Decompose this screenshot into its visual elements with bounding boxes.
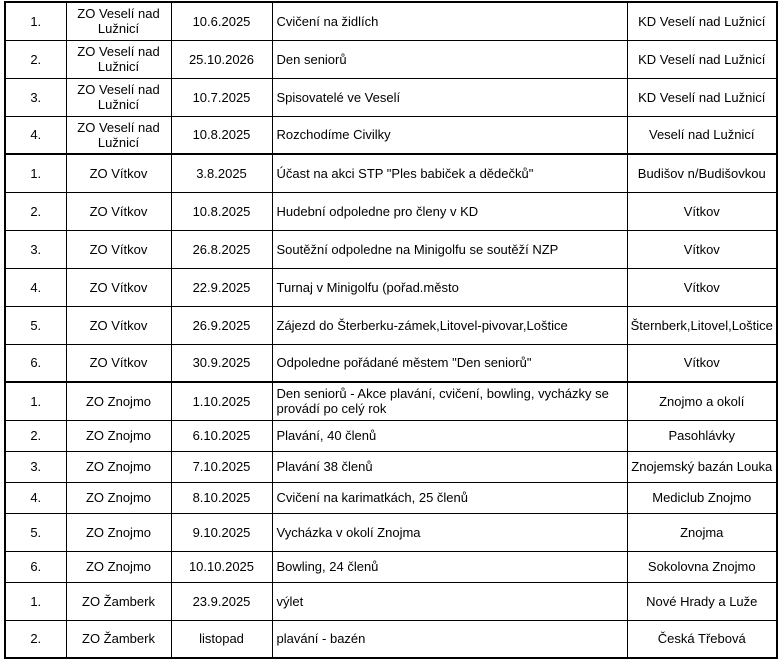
table-row	[5, 40, 777, 78]
row-number: 1.	[5, 382, 66, 420]
table-row	[5, 482, 777, 513]
organization-cell: ZO Znojmo	[66, 513, 171, 551]
row-number: 1.	[5, 154, 66, 192]
date-cell: 30.9.2025	[171, 344, 272, 382]
table-row	[5, 230, 777, 268]
place-cell: Pasohlávky	[627, 420, 777, 451]
table-row	[5, 620, 777, 658]
event-cell: Rozchodíme Civilky	[272, 116, 627, 154]
date-cell: 10.10.2025	[171, 551, 272, 582]
date-cell: 26.9.2025	[171, 306, 272, 344]
date-cell: 10.8.2025	[171, 116, 272, 154]
event-cell: Den seniorů - Akce plavání, cvičení, bowling, vycházky se provádí po celý rok	[272, 382, 627, 420]
table-row	[5, 451, 777, 482]
place-cell: Budišov n/Budišovkou	[627, 154, 777, 192]
row-number: 6.	[5, 344, 66, 382]
place-cell: Veselí nad Lužnicí	[627, 116, 777, 154]
row-number: 4.	[5, 482, 66, 513]
table-row	[5, 582, 777, 620]
date-cell: 10.6.2025	[171, 2, 272, 40]
row-number: 3.	[5, 230, 66, 268]
organization-cell: ZO Veselí nad Lužnicí	[66, 78, 171, 116]
table-row	[5, 382, 777, 420]
row-number: 6.	[5, 551, 66, 582]
place-cell: Sokolovna Znojmo	[627, 551, 777, 582]
place-cell: Mediclub Znojmo	[627, 482, 777, 513]
table-row	[5, 420, 777, 451]
event-cell: Odpoledne pořádané městem "Den seniorů"	[272, 344, 627, 382]
place-cell: Vítkov	[627, 344, 777, 382]
table-row	[5, 78, 777, 116]
place-cell: Vítkov	[627, 268, 777, 306]
table-row	[5, 116, 777, 154]
organization-cell: ZO Znojmo	[66, 420, 171, 451]
event-cell: Den seniorů	[272, 40, 627, 78]
table-row	[5, 2, 777, 40]
event-cell: Cvičení na židlích	[272, 2, 627, 40]
row-number: 5.	[5, 306, 66, 344]
table-row	[5, 513, 777, 551]
place-cell: Znojma	[627, 513, 777, 551]
row-number: 1.	[5, 2, 66, 40]
date-cell: 22.9.2025	[171, 268, 272, 306]
table-row	[5, 344, 777, 382]
table-row	[5, 192, 777, 230]
organization-cell: ZO Žamberk	[66, 582, 171, 620]
row-number: 2.	[5, 620, 66, 658]
date-cell: 26.8.2025	[171, 230, 272, 268]
organization-cell: ZO Vítkov	[66, 230, 171, 268]
organization-cell: ZO Vítkov	[66, 192, 171, 230]
date-cell: 10.7.2025	[171, 78, 272, 116]
date-cell: listopad	[171, 620, 272, 658]
event-cell: Vycházka v okolí Znojma	[272, 513, 627, 551]
event-cell: Hudební odpoledne pro členy v KD	[272, 192, 627, 230]
table-row	[5, 154, 777, 192]
place-cell: Nové Hrady a Luže	[627, 582, 777, 620]
organization-cell: ZO Znojmo	[66, 482, 171, 513]
place-cell: KD Veselí nad Lužnicí	[627, 40, 777, 78]
row-number: 1.	[5, 582, 66, 620]
event-cell: Turnaj v Minigolfu (pořad.město	[272, 268, 627, 306]
place-cell: KD Veselí nad Lužnicí	[627, 78, 777, 116]
event-cell: výlet	[272, 582, 627, 620]
row-number: 4.	[5, 116, 66, 154]
organization-cell: ZO Veselí nad Lužnicí	[66, 40, 171, 78]
place-cell: Znojmo a okolí	[627, 382, 777, 420]
organization-cell: ZO Žamberk	[66, 620, 171, 658]
event-cell: Plavání, 40 členů	[272, 420, 627, 451]
table-row	[5, 306, 777, 344]
row-number: 3.	[5, 451, 66, 482]
events-table	[4, 1, 778, 659]
date-cell: 3.8.2025	[171, 154, 272, 192]
place-cell: KD Veselí nad Lužnicí	[627, 2, 777, 40]
place-cell: Vítkov	[627, 230, 777, 268]
event-cell: Zájezd do Šterberku-zámek,Litovel-pivovar,Loštice	[272, 306, 627, 344]
organization-cell: ZO Veselí nad Lužnicí	[66, 2, 171, 40]
organization-cell: ZO Vítkov	[66, 306, 171, 344]
place-cell: Vítkov	[627, 192, 777, 230]
event-cell: plavání - bazén	[272, 620, 627, 658]
row-number: 2.	[5, 40, 66, 78]
row-number: 2.	[5, 420, 66, 451]
organization-cell: ZO Vítkov	[66, 268, 171, 306]
row-number: 3.	[5, 78, 66, 116]
event-cell: Bowling, 24 členů	[272, 551, 627, 582]
date-cell: 25.10.2026	[171, 40, 272, 78]
table-row	[5, 268, 777, 306]
date-cell: 7.10.2025	[171, 451, 272, 482]
organization-cell: ZO Znojmo	[66, 382, 171, 420]
event-cell: Plavání 38 členů	[272, 451, 627, 482]
date-cell: 8.10.2025	[171, 482, 272, 513]
event-cell: Soutěžní odpoledne na Minigolfu se soutěží NZP	[272, 230, 627, 268]
row-number: 2.	[5, 192, 66, 230]
event-cell: Účast na akci STP "Ples babiček a dědečků"	[272, 154, 627, 192]
organization-cell: ZO Vítkov	[66, 154, 171, 192]
date-cell: 6.10.2025	[171, 420, 272, 451]
organization-cell: ZO Vítkov	[66, 344, 171, 382]
event-cell: Spisovatelé ve Veselí	[272, 78, 627, 116]
place-cell: Česká Třebová	[627, 620, 777, 658]
organization-cell: ZO Znojmo	[66, 451, 171, 482]
place-cell: Šternberk,Litovel,Loštice	[627, 306, 777, 344]
organization-cell: ZO Znojmo	[66, 551, 171, 582]
event-cell: Cvičení na karimatkách, 25 členů	[272, 482, 627, 513]
date-cell: 23.9.2025	[171, 582, 272, 620]
table-row	[5, 551, 777, 582]
date-cell: 9.10.2025	[171, 513, 272, 551]
row-number: 4.	[5, 268, 66, 306]
row-number: 5.	[5, 513, 66, 551]
date-cell: 10.8.2025	[171, 192, 272, 230]
place-cell: Znojemský bazán Louka	[627, 451, 777, 482]
date-cell: 1.10.2025	[171, 382, 272, 420]
organization-cell: ZO Veselí nad Lužnicí	[66, 116, 171, 154]
